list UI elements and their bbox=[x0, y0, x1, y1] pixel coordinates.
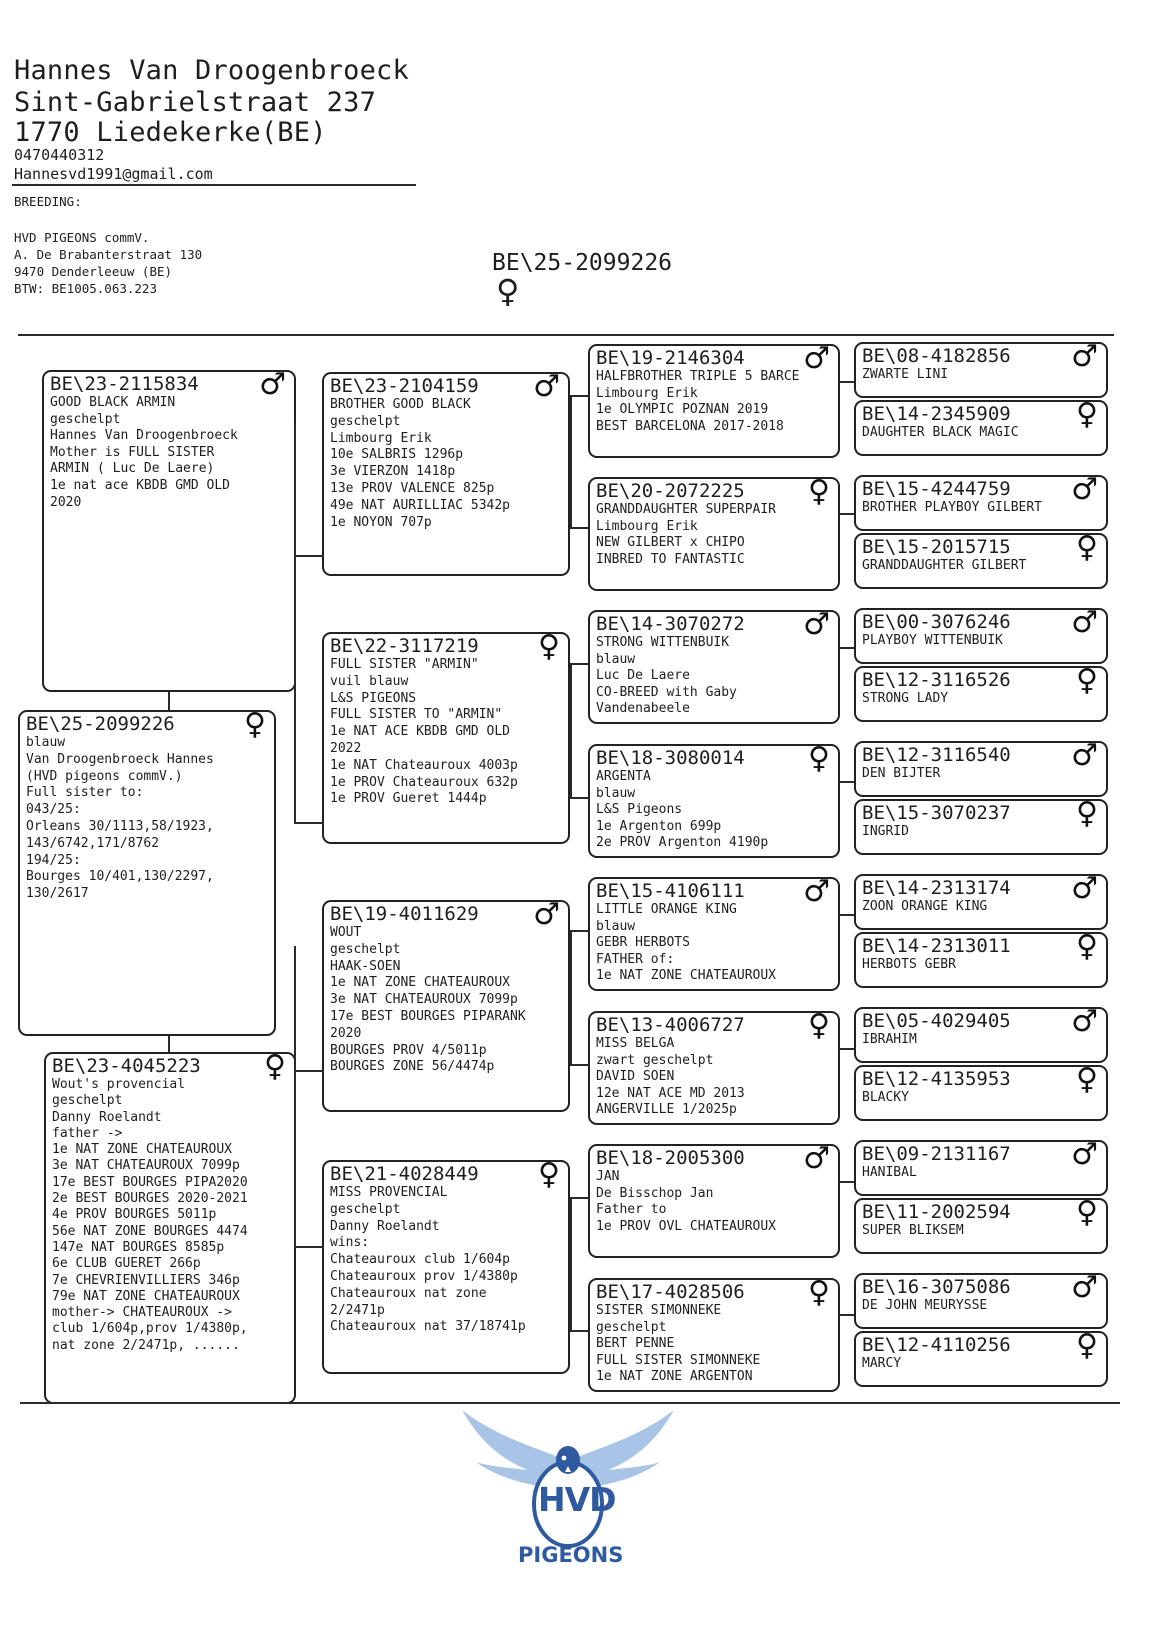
owner-city: 1770 Liedekerke(BE) bbox=[14, 117, 327, 148]
great-great-grandparent-card bbox=[854, 932, 1108, 988]
pedigree-line: Danny Roelandt bbox=[330, 1218, 440, 1234]
pedigree-line: 13e PROV VALENCE 825p bbox=[330, 480, 495, 496]
pedigree-line: 17e BEST BOURGES PIPARANK bbox=[330, 1008, 526, 1024]
great-grandparent-card bbox=[588, 744, 840, 858]
pedigree-line: BOURGES ZONE 56/4474p bbox=[330, 1059, 495, 1075]
ring-number: BE\22-3117219 bbox=[330, 635, 479, 657]
pedigree-line: 7e CHEVRIENVILLIERS 346p bbox=[52, 1272, 240, 1288]
pigeon-name: GRANDDAUGHTER GILBERT bbox=[862, 558, 1027, 573]
female-icon: ♀ bbox=[1076, 799, 1098, 831]
pedigree-line: BEST BARCELONA 2017-2018 bbox=[596, 418, 784, 434]
pedigree-line: 79e NAT ZONE CHATEAUROUX bbox=[52, 1288, 240, 1304]
ring-number: BE\15-3070237 bbox=[862, 802, 1011, 824]
pedigree-line: 3e NAT CHATEAUROUX 7099p bbox=[52, 1158, 240, 1174]
pedigree-line: L&S Pigeons bbox=[596, 802, 683, 818]
pedigree-line: 1e NAT ZONE ARGENTON bbox=[596, 1369, 753, 1385]
pedigree-line: geschelpt bbox=[596, 1319, 667, 1335]
ring-number: BE\20-2072225 bbox=[596, 480, 745, 502]
pedigree-line: geschelpt bbox=[330, 1201, 401, 1217]
connector bbox=[838, 1181, 854, 1183]
connector bbox=[570, 527, 590, 529]
pedigree-line: 1e NAT ZONE CHATEAUROUX bbox=[596, 968, 777, 984]
great-grandparent-card bbox=[588, 344, 840, 458]
ring-number: BE\18-3080014 bbox=[596, 747, 745, 769]
pedigree-line: 130/2617 bbox=[26, 886, 89, 902]
pedigree-line: 143/6742,171/8762 bbox=[26, 835, 160, 851]
connector bbox=[570, 395, 590, 397]
male-icon: ♂ bbox=[803, 610, 830, 642]
ring-number: BE\23-2115834 bbox=[50, 373, 199, 395]
female-icon: ♀ bbox=[1076, 533, 1098, 565]
great-grandparent-card bbox=[588, 1011, 840, 1125]
pedigree-line: L&S PIGEONS bbox=[330, 690, 417, 706]
owner-street: Sint-Gabrielstraat 237 bbox=[14, 87, 377, 118]
male-icon: ♂ bbox=[1071, 342, 1098, 374]
pigeon-name: DE JOHN MEURYSSE bbox=[862, 1298, 988, 1313]
great-great-grandparent-card bbox=[854, 533, 1108, 589]
connector bbox=[838, 781, 854, 783]
great-great-grandparent-card bbox=[854, 608, 1108, 664]
male-icon: ♂ bbox=[533, 372, 560, 404]
owner-phone: 0470440312 bbox=[14, 146, 105, 164]
pedigree-line: Chateauroux prov 1/4380p bbox=[330, 1268, 518, 1284]
ring-number: BE\14-3070272 bbox=[596, 613, 745, 635]
pedigree-line: HALFBROTHER TRIPLE 5 BARCE bbox=[596, 369, 800, 384]
pedigree-line: 1e OLYMPIC POZNAN 2019 bbox=[596, 402, 769, 418]
pedigree-line: geschelpt bbox=[50, 411, 121, 427]
great-grandparent-card bbox=[588, 877, 840, 991]
ring-number: BE\14-2345909 bbox=[862, 403, 1011, 425]
owner-name: Hannes Van Droogenbroeck bbox=[14, 55, 409, 86]
female-icon: ♀ bbox=[808, 477, 830, 509]
great-grandparent-card bbox=[588, 1144, 840, 1258]
pedigree-line: CO-BREED with Gaby bbox=[596, 684, 737, 700]
connector bbox=[294, 1246, 324, 1248]
pedigree-line: BOURGES PROV 4/5011p bbox=[330, 1042, 487, 1058]
connector bbox=[294, 1070, 324, 1072]
ring-number: BE\23-4045223 bbox=[52, 1055, 201, 1077]
pedigree-line: Luc De Laere bbox=[596, 668, 690, 684]
grandparent-card bbox=[322, 900, 570, 1112]
great-great-grandparent-card bbox=[854, 1065, 1108, 1121]
pedigree-line: blauw bbox=[596, 785, 636, 801]
female-icon: ♀ bbox=[808, 744, 830, 776]
ring-number: BE\19-2146304 bbox=[596, 347, 745, 369]
pedigree-line: JAN bbox=[596, 1169, 620, 1184]
pedigree-line: FULL SISTER TO "ARMIN" bbox=[330, 707, 503, 723]
breeder-vat: BTW: BE1005.063.223 bbox=[14, 281, 157, 296]
pedigree-line: 1e Argenton 699p bbox=[596, 818, 722, 834]
connector bbox=[570, 1197, 572, 1330]
ring-number: BE\12-3116540 bbox=[862, 744, 1011, 766]
male-icon: ♂ bbox=[803, 1144, 830, 1176]
pedigree-line: SISTER SIMONNEKE bbox=[596, 1303, 722, 1318]
female-icon: ♀ bbox=[496, 272, 520, 310]
great-great-grandparent-card bbox=[854, 1331, 1108, 1387]
connector bbox=[294, 555, 324, 557]
pigeon-ring-header: BE\25-2099226 bbox=[492, 250, 673, 276]
pedigree-line: WOUT bbox=[330, 925, 362, 940]
connector bbox=[838, 1048, 854, 1050]
connector bbox=[168, 692, 170, 710]
connector bbox=[838, 647, 854, 649]
female-icon: ♀ bbox=[264, 1052, 286, 1084]
breeding-label: BREEDING: bbox=[14, 194, 82, 209]
pedigree-line: GOOD BLACK ARMIN bbox=[50, 395, 176, 410]
grandparent-card bbox=[322, 632, 570, 844]
great-great-grandparent-card bbox=[854, 1198, 1108, 1254]
pedigree-line: 2/2471p bbox=[330, 1302, 385, 1318]
pedigree-line: 2022 bbox=[330, 740, 362, 756]
pedigree-line: BROTHER GOOD BLACK bbox=[330, 397, 471, 412]
pedigree-line: 147e NAT BOURGES 8585p bbox=[52, 1239, 225, 1255]
pedigree-line: FATHER of: bbox=[596, 951, 675, 967]
female-icon: ♀ bbox=[1076, 1331, 1098, 1363]
female-icon: ♀ bbox=[538, 1160, 560, 1192]
male-icon: ♂ bbox=[1071, 741, 1098, 773]
pedigree-line: MISS BELGA bbox=[596, 1036, 675, 1051]
dam-card bbox=[44, 1052, 296, 1404]
pigeon-name: HANIBAL bbox=[862, 1165, 917, 1180]
great-great-grandparent-card bbox=[854, 666, 1108, 722]
ring-number: BE\15-4106111 bbox=[596, 880, 745, 902]
pedigree-line: DAVID SOEN bbox=[596, 1069, 675, 1085]
ring-number: BE\13-4006727 bbox=[596, 1014, 745, 1036]
ring-number: BE\21-4028449 bbox=[330, 1163, 479, 1185]
header-divider bbox=[12, 184, 416, 186]
female-icon: ♀ bbox=[1076, 1065, 1098, 1097]
connector bbox=[838, 381, 854, 383]
connector bbox=[838, 513, 854, 515]
pedigree-line: zwart geschelpt bbox=[596, 1052, 714, 1068]
female-icon: ♀ bbox=[808, 1278, 830, 1310]
male-icon: ♂ bbox=[803, 344, 830, 376]
pedigree-line: MISS PROVENCIAL bbox=[330, 1185, 448, 1200]
breeder-city: 9470 Denderleeuw (BE) bbox=[14, 264, 173, 279]
pedigree-line: 2020 bbox=[50, 494, 82, 510]
pigeon-name: DEN BIJTER bbox=[862, 766, 941, 781]
pedigree-line: 6e CLUB GUERET 266p bbox=[52, 1256, 201, 1272]
connector bbox=[838, 1314, 854, 1316]
connector bbox=[838, 914, 854, 916]
pedigree-line: mother-> CHATEAUROUX -> bbox=[52, 1305, 233, 1321]
pedigree-line: Bourges 10/401,130/2297, bbox=[26, 869, 214, 885]
female-icon: ♀ bbox=[1076, 932, 1098, 964]
great-great-grandparent-card bbox=[854, 475, 1108, 531]
ring-number: BE\25-2099226 bbox=[26, 713, 175, 735]
ring-number: BE\14-2313174 bbox=[862, 877, 1011, 899]
pedigree-line: Hannes Van Droogenbroeck bbox=[50, 428, 238, 444]
male-icon: ♂ bbox=[1071, 608, 1098, 640]
pigeon-name: MARCY bbox=[862, 1356, 902, 1371]
female-icon: ♀ bbox=[808, 1011, 830, 1043]
ring-number: BE\16-3075086 bbox=[862, 1276, 1011, 1298]
pedigree-line: Chateauroux nat 37/18741p bbox=[330, 1319, 526, 1335]
grandparent-card bbox=[322, 1160, 570, 1374]
pigeon-name: ZOON ORANGE KING bbox=[862, 899, 988, 914]
connector bbox=[168, 1036, 170, 1052]
pedigree-line: geschelpt bbox=[330, 941, 401, 957]
pedigree-line: blauw bbox=[596, 918, 636, 934]
pigeon-name: STRONG LADY bbox=[862, 691, 949, 706]
male-icon: ♂ bbox=[803, 877, 830, 909]
pedigree-line: Wout's provencial bbox=[52, 1077, 186, 1092]
pedigree-line: Limbourg Erik bbox=[596, 518, 698, 534]
pedigree-line: Chateauroux club 1/604p bbox=[330, 1252, 511, 1268]
pedigree-line: 1e NAT ACE KBDB GMD OLD bbox=[330, 724, 511, 740]
pedigree-line: 1e PROV Gueret 1444p bbox=[330, 791, 487, 807]
pedigree-line: Limbourg Erik bbox=[596, 385, 698, 401]
ring-number: BE\14-2313011 bbox=[862, 935, 1011, 957]
pedigree-line: vuil blauw bbox=[330, 673, 409, 689]
male-icon: ♂ bbox=[1071, 1140, 1098, 1172]
pedigree-line: wins: bbox=[330, 1235, 370, 1251]
breeder-street: A. De Brabanterstraat 130 bbox=[14, 247, 203, 262]
subject-card bbox=[18, 710, 276, 1036]
great-grandparent-card bbox=[588, 610, 840, 724]
ring-number: BE\12-4135953 bbox=[862, 1068, 1011, 1090]
pedigree-line: Orleans 30/1113,58/1923, bbox=[26, 818, 214, 834]
pedigree-line: 3e NAT CHATEAUROUX 7099p bbox=[330, 992, 518, 1008]
pedigree-line: Chateauroux nat zone bbox=[330, 1285, 487, 1301]
pedigree-line: geschelpt bbox=[52, 1093, 123, 1109]
connector bbox=[294, 422, 296, 822]
pedigree-line: Danny Roelandt bbox=[52, 1109, 162, 1125]
owner-email: Hannesvd1991@gmail.com bbox=[14, 165, 213, 183]
pigeon-name: SUPER BLIKSEM bbox=[862, 1223, 964, 1238]
pigeon-name: BROTHER PLAYBOY GILBERT bbox=[862, 500, 1043, 515]
pedigree-line: GEBR HERBOTS bbox=[596, 935, 690, 951]
pedigree-line: 194/25: bbox=[26, 852, 81, 868]
male-icon: ♂ bbox=[1071, 475, 1098, 507]
pedigree-line: 49e NAT AURILLIAC 5342p bbox=[330, 497, 511, 513]
logo-hvd: HVD bbox=[538, 1480, 616, 1519]
ring-number: BE\12-3116526 bbox=[862, 669, 1011, 691]
pedigree-line: De Bisschop Jan bbox=[596, 1185, 714, 1201]
pedigree-line: Limbourg Erik bbox=[330, 430, 432, 446]
pedigree-line: BERT PENNE bbox=[596, 1336, 675, 1352]
ring-number: BE\17-4028506 bbox=[596, 1281, 745, 1303]
pigeon-name: ZWARTE LINI bbox=[862, 367, 949, 382]
pedigree-line: Father to bbox=[596, 1202, 667, 1218]
grandparent-card bbox=[322, 372, 570, 576]
female-icon: ♀ bbox=[1076, 1198, 1098, 1230]
male-icon: ♂ bbox=[1071, 1273, 1098, 1305]
pedigree-line: 4e PROV BOURGES 5011p bbox=[52, 1207, 217, 1223]
pedigree-line: FULL SISTER SIMONNEKE bbox=[596, 1352, 761, 1368]
female-icon: ♀ bbox=[1076, 400, 1098, 432]
pedigree-line: 1e PROV Chateauroux 632p bbox=[330, 774, 518, 790]
connector bbox=[570, 797, 590, 799]
pigeon-name: BLACKY bbox=[862, 1090, 909, 1105]
pedigree-line: 12e NAT ACE MD 2013 bbox=[596, 1085, 745, 1101]
pedigree-line: 043/25: bbox=[26, 802, 81, 818]
ring-number: BE\15-2015715 bbox=[862, 536, 1011, 558]
ring-number: BE\00-3076246 bbox=[862, 611, 1011, 633]
ring-number: BE\05-4029405 bbox=[862, 1010, 1011, 1032]
pedigree-line: Mother is FULL SISTER bbox=[50, 444, 215, 460]
female-icon: ♀ bbox=[1076, 666, 1098, 698]
connector bbox=[570, 395, 572, 527]
pedigree-line: 2020 bbox=[330, 1025, 362, 1041]
great-great-grandparent-card bbox=[854, 799, 1108, 855]
ring-number: BE\12-4110256 bbox=[862, 1334, 1011, 1356]
pigeon-name: PLAYBOY WITTENBUIK bbox=[862, 633, 1003, 648]
ring-number: BE\15-4244759 bbox=[862, 478, 1011, 500]
pedigree-line: 17e BEST BOURGES PIPA2020 bbox=[52, 1174, 248, 1190]
great-great-grandparent-card bbox=[854, 1273, 1108, 1329]
pedigree-line: GRANDDAUGHTER SUPERPAIR bbox=[596, 502, 777, 517]
pedigree-line: 3e VIERZON 1418p bbox=[330, 464, 456, 480]
pigeon-name: HERBOTS GEBR bbox=[862, 957, 956, 972]
pedigree-line: 2e PROV Argenton 4190p bbox=[596, 835, 769, 851]
pedigree-line: 1e NOYON 707p bbox=[330, 514, 432, 530]
male-icon: ♂ bbox=[533, 900, 560, 932]
pedigree-line: nat zone 2/2471p, ...... bbox=[52, 1337, 240, 1353]
pedigree-line: STRONG WITTENBUIK bbox=[596, 635, 730, 650]
great-great-grandparent-card bbox=[854, 400, 1108, 456]
pedigree-line: 2e BEST BOURGES 2020-2021 bbox=[52, 1191, 248, 1207]
male-icon: ♂ bbox=[259, 370, 286, 402]
connector bbox=[570, 930, 590, 932]
great-grandparent-card bbox=[588, 1278, 840, 1392]
pedigree-line: blauw bbox=[596, 651, 636, 667]
pigeon-name: DAUGHTER BLACK MAGIC bbox=[862, 425, 1019, 440]
connector bbox=[294, 1070, 296, 1246]
pedigree-line: 10e SALBRIS 1296p bbox=[330, 447, 464, 463]
pedigree-line: 1e NAT ZONE CHATEAUROUX bbox=[52, 1142, 233, 1158]
pedigree-line: ANGERVILLE 1/2025p bbox=[596, 1102, 737, 1118]
pedigree-line: LITTLE ORANGE KING bbox=[596, 902, 737, 917]
great-great-grandparent-card bbox=[854, 1140, 1108, 1196]
ring-number: BE\23-2104159 bbox=[330, 375, 479, 397]
female-icon: ♀ bbox=[244, 710, 266, 742]
great-great-grandparent-card bbox=[854, 874, 1108, 930]
male-icon: ♂ bbox=[1071, 874, 1098, 906]
breeder-company: HVD PIGEONS commV. bbox=[14, 230, 150, 245]
great-great-grandparent-card bbox=[854, 342, 1108, 398]
connector bbox=[570, 1064, 590, 1066]
pedigree-bottom-divider bbox=[20, 1402, 1120, 1404]
ring-number: BE\18-2005300 bbox=[596, 1147, 745, 1169]
ring-number: BE\08-4182856 bbox=[862, 345, 1011, 367]
pedigree-line: HAAK-SOEN bbox=[330, 958, 401, 974]
female-icon: ♀ bbox=[538, 632, 560, 664]
logo-pigeons: PIGEONS bbox=[518, 1543, 624, 1567]
pedigree-line: Vandenabeele bbox=[596, 701, 690, 717]
pedigree-line: ARMIN ( Luc De Laere) bbox=[50, 461, 215, 477]
connector bbox=[570, 1330, 590, 1332]
pigeon-name: IBRAHIM bbox=[862, 1032, 917, 1047]
pedigree-line: 56e NAT ZONE BOURGES 4474 bbox=[52, 1223, 248, 1239]
pedigree-line: NEW GILBERT x CHIPO bbox=[596, 535, 745, 551]
connector bbox=[294, 946, 296, 1070]
pedigree-line: ARGENTA bbox=[596, 769, 651, 784]
ring-number: BE\19-4011629 bbox=[330, 903, 479, 925]
connector bbox=[294, 822, 324, 824]
pedigree-line: Full sister to: bbox=[26, 785, 144, 801]
connector bbox=[570, 930, 572, 1064]
pedigree-line: 1e NAT ZONE CHATEAUROUX bbox=[330, 975, 511, 991]
male-icon: ♂ bbox=[1071, 1007, 1098, 1039]
great-great-grandparent-card bbox=[854, 741, 1108, 797]
pedigree-line: club 1/604p,prov 1/4380p, bbox=[52, 1321, 248, 1337]
pedigree-line: Van Droogenbroeck Hannes bbox=[26, 751, 214, 767]
connector bbox=[570, 663, 590, 665]
ring-number: BE\09-2131167 bbox=[862, 1143, 1011, 1165]
ring-number: BE\11-2002594 bbox=[862, 1201, 1011, 1223]
great-great-grandparent-card bbox=[854, 1007, 1108, 1063]
pedigree-line: INBRED TO FANTASTIC bbox=[596, 551, 745, 567]
pedigree-line: father -> bbox=[52, 1125, 123, 1141]
pigeon-name: INGRID bbox=[862, 824, 909, 839]
pedigree-line: 1e nat ace KBDB GMD OLD bbox=[50, 477, 231, 493]
pedigree-line: 1e PROV OVL CHATEAUROUX bbox=[596, 1218, 777, 1234]
great-grandparent-card bbox=[588, 477, 840, 591]
pedigree-line: (HVD pigeons commV.) bbox=[26, 768, 183, 784]
connector bbox=[570, 663, 572, 797]
pedigree-top-divider bbox=[18, 334, 1114, 336]
pedigree-line: geschelpt bbox=[330, 413, 401, 429]
sire-card bbox=[42, 370, 296, 692]
pedigree-line: blauw bbox=[26, 735, 66, 750]
connector bbox=[570, 1197, 590, 1199]
pedigree-line: 1e NAT Chateauroux 4003p bbox=[330, 757, 518, 773]
pedigree-line: FULL SISTER "ARMIN" bbox=[330, 657, 479, 672]
